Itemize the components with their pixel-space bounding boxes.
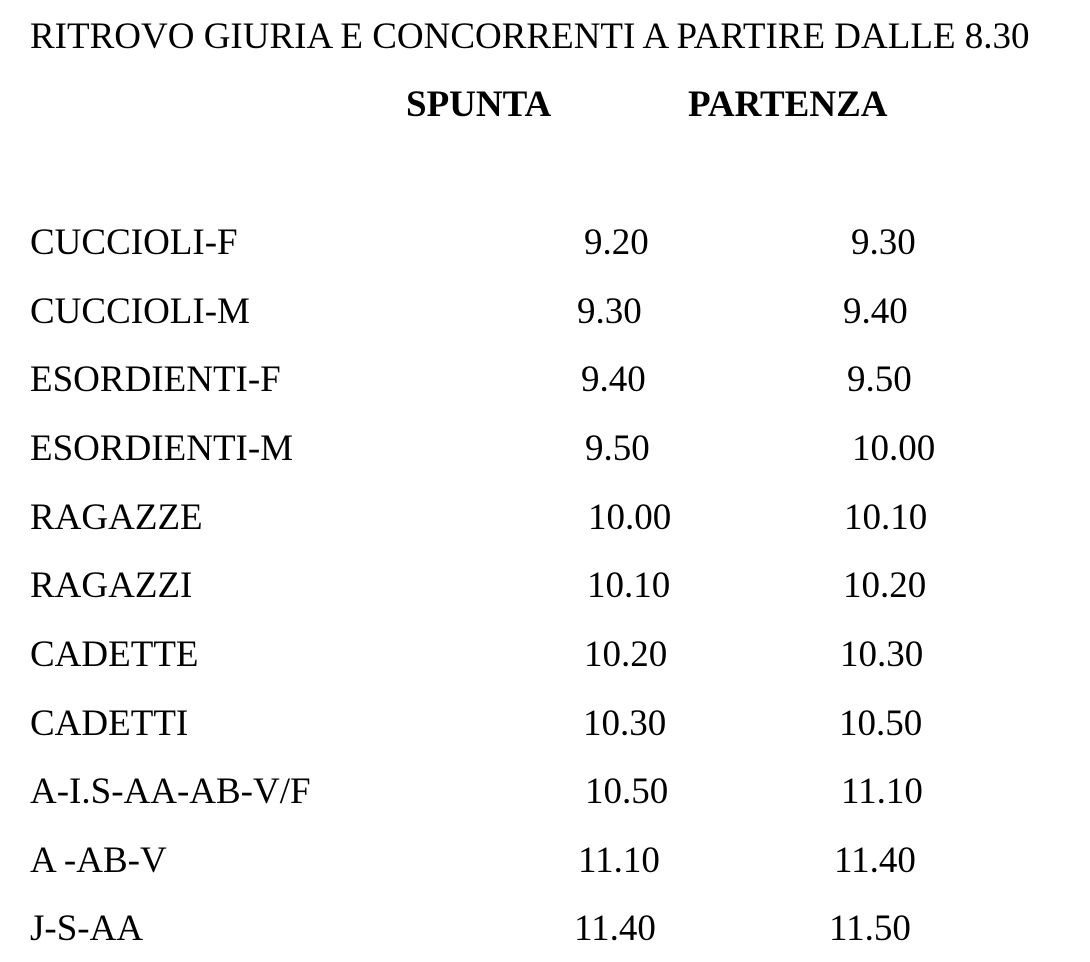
row-partenza-time: 10.30	[840, 634, 924, 675]
row-category: RAGAZZE	[30, 497, 203, 538]
row-spunta-time: 10.10	[587, 565, 671, 606]
table-row	[0, 220, 1090, 266]
row-spunta-time: 9.50	[585, 428, 650, 469]
row-spunta-time: 10.30	[583, 703, 667, 744]
row-category: A-I.S-AA-AB-V/F	[30, 771, 311, 812]
row-category: A -AB-V	[30, 840, 167, 881]
table-row	[0, 563, 1090, 609]
row-partenza-time: 10.10	[844, 497, 928, 538]
row-partenza-time: 11.10	[841, 771, 923, 812]
table-row	[0, 632, 1090, 678]
row-partenza-time: 10.50	[839, 703, 923, 744]
row-category: ESORDIENTI-M	[30, 428, 294, 469]
row-category: CADETTI	[30, 703, 189, 744]
table-row	[0, 495, 1090, 541]
row-partenza-time: 9.30	[851, 222, 916, 263]
row-category: J-S-AA	[30, 908, 144, 949]
column-header-partenza: PARTENZA	[688, 84, 888, 125]
row-partenza-time: 9.50	[847, 359, 912, 400]
row-partenza-time: 10.00	[852, 428, 936, 469]
row-spunta-time: 10.00	[588, 497, 672, 538]
row-partenza-time: 11.50	[829, 908, 911, 949]
row-spunta-time: 9.40	[581, 359, 646, 400]
column-header-spunta: SPUNTA	[406, 84, 552, 125]
row-partenza-time: 11.40	[834, 840, 916, 881]
row-category: ESORDIENTI-F	[30, 359, 281, 400]
row-category: CUCCIOLI-F	[30, 222, 238, 263]
row-category: RAGAZZI	[30, 565, 193, 606]
table-row	[0, 838, 1090, 884]
table-row	[0, 357, 1090, 403]
row-spunta-time: 11.10	[578, 840, 660, 881]
row-category: CUCCIOLI-M	[30, 291, 250, 332]
row-spunta-time: 9.20	[584, 222, 649, 263]
table-row	[0, 289, 1090, 335]
row-category: CADETTE	[30, 634, 199, 675]
table-row	[0, 426, 1090, 472]
row-spunta-time: 10.20	[584, 634, 668, 675]
schedule-title: RITROVO GIURIA E CONCORRENTI A PARTIRE DALLE 8.30	[30, 16, 1030, 57]
table-row	[0, 701, 1090, 747]
row-spunta-time: 10.50	[585, 771, 669, 812]
row-partenza-time: 10.20	[843, 565, 927, 606]
table-row	[0, 906, 1090, 952]
row-spunta-time: 9.30	[577, 291, 642, 332]
row-partenza-time: 9.40	[843, 291, 908, 332]
row-spunta-time: 11.40	[574, 908, 656, 949]
table-row	[0, 769, 1090, 815]
